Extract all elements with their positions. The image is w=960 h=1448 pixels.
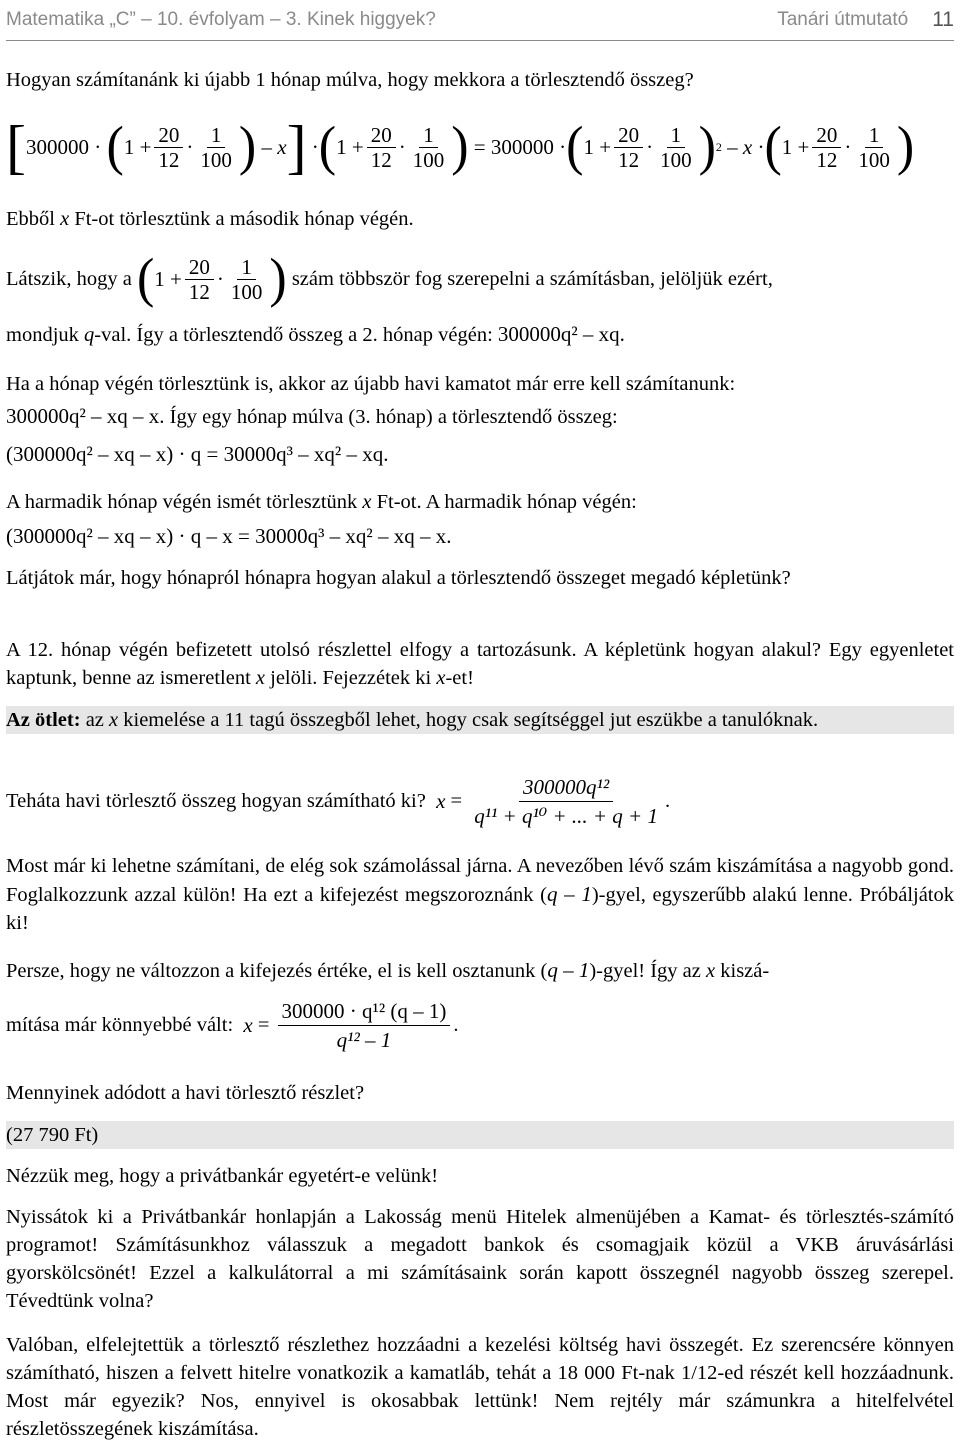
paragraph-check: Nézzük meg, hogy a privátbankár egyetért-e velünk! (6, 1165, 439, 1187)
paragraph-simplified-formula: mítása már könnyebbé vált: x = 300000 · q¹² (q – 1) q¹² – 1 . (6, 998, 459, 1052)
fraction: 1 100 (412, 122, 445, 172)
fraction: $\frac{20}{12}$ (185, 255, 214, 304)
paragraph-third-month: 300000q² – xq – x. Így egy hónap múlva (3. hónap) a törlesztendő összeg: (6, 404, 618, 428)
fraction: 1 100 (660, 122, 692, 172)
fraction: 20 12 (367, 123, 396, 172)
paragraph-interest: Ha a hónap végén törlesztünk is, akkor az újabb havi kamatot már erre kell számítanunk: (6, 373, 736, 395)
paragraph-first-payment: Ebből x Ft-ot törlesztünk a második hónap végén. (6, 208, 414, 230)
formula-third-month: (300000q² – xq – x) · q = 30000q³ – xq² – xq. (6, 442, 389, 466)
fraction: 20 12 (614, 123, 643, 172)
header-title: Matematika „C” – 10. évfolyam – 3. Kinek higgyek? (6, 9, 436, 30)
hint-box: Az ötlet: az x kiemelése a 11 tagú összegből lehet, hogy csak segítséggel jut eszükbe a tanulóknak. (6, 706, 954, 734)
paragraph-divide: Persze, hogy ne változzon a kifejezés értéke, el is kell osztanunk (q – 1)-gyel! Így az x kiszá- (6, 958, 770, 982)
paragraph-pattern: Látjátok már, hogy hónapról hónapra hogyan alakul a törlesztendő összeget megadó képletünk? (6, 567, 791, 589)
left-bracket: [ (6, 114, 26, 180)
fraction: 1 100 (858, 122, 890, 172)
fraction: 1 100 (230, 254, 263, 304)
equation-second-month: [ 300000 · ( 1 + 20 12 · 1 100 ) – x ] · ( 1 + 20 12 · 1 100 ) = 300000 · ( 1 + 20 12 · 1 100 ) 2 – x · ( 1 + 20 12 · 1 100 ) (6, 114, 915, 180)
coefficient: 300000 (25, 135, 89, 159)
paragraph-q-definition: mondjuk q-val. Így a törlesztendő összeg a 2. hónap végén: 300000q² – xq. (6, 322, 625, 346)
paragraph-instructions: Nyissátok ki a Privátbankár honlapján a Lakosság menü Hitelek almenüjében a Kamat- és törlesztés-számító programot! Számításunkhoz válasszuk a megadott bankok és csomagjaik közül a VKB áruvásárlási gyorskölcsönét! Ezzel a kalkulátorral a mi számításaink során kapott összegnél nagyobb összeg szerepel. Tévedtünk volna? (6, 1206, 954, 1312)
page-header (6, 0, 954, 41)
fraction: 300000q¹² q¹¹ + q¹⁰ + ... + q + 1 (474, 774, 658, 828)
header-guide-label: Tanári útmutató (777, 9, 909, 30)
fraction: 20 12 (812, 123, 841, 172)
paragraph-question-monthly: Mennyinek adódott a havi törlesztő részlet? (6, 1082, 365, 1104)
paragraph-final-month: A 12. hónap végén befizetett utolsó részlettel elfogy a tartozásunk. A képletünk hogyan alakul? Egy egyenletet kaptunk, benne az ismeretlent x jelöli. Fejezzétek ki x-et! (6, 639, 954, 689)
answer-box: (27 790 Ft) (6, 1121, 954, 1149)
fraction: 1 100 (200, 122, 232, 172)
paragraph-third-payment: A harmadik hónap végén ismét törlesztünk x Ft-ot. A harmadik hónap végén: (6, 491, 637, 513)
fraction: 300000 · q¹² (q – 1) q¹² – 1 (278, 997, 451, 1054)
paragraph-conclusion: Valóban, elfelejtettük a törlesztő részlethez hozzáadni a kezelési költség havi összegét. Ez szerencsére könnyen számítható, hiszen a felvett hitelre vonatkozik a kamatláb, tehát a 18 000 Ft-nak 1/12-ed részét kell hozzáadnunk. Most már egyezik? Nos, ennyivel is okosabbak lettünk! Nem rejtély már számunkra a hitelfelvétel részletösszegének kiszámítása. (6, 1334, 954, 1440)
paragraph-question: Hogyan számítanánk ki újabb 1 hónap múlva, hogy mekkora a törlesztendő összeg? (6, 69, 694, 91)
paragraph-denominator: Most már ki lehetne számítani, de elég sok számolással járna. A nevezőben lévő szám kiszámítása a nagyobb gond. Foglalkozzunk azzal külön! Ha ezt a kifejezést megszoroznánk (q – 1)-gyel, egyszerűbb alakú lenne. Próbáljátok ki! (6, 855, 955, 934)
formula-third-payment: (300000q² – xq – x) · q – x = 30000q³ – xq² – xq – x. (6, 524, 452, 548)
paragraph-factor: Látszik, hogy a ( 1 + $\frac{20}{12}$ · 1 100 ) szám többször fog szerepelni a számításban, jelöljük ezért, (6, 248, 773, 309)
page-number: 11 (932, 8, 954, 31)
formula: 300000q² – xq – x. (6, 404, 165, 428)
formula: 300000q² – xq. (497, 322, 625, 346)
fraction: 20 12 (154, 123, 183, 172)
paragraph-monthly-formula: Teháta havi törlesztő összeg hogyan számítható ki? x = 300000q¹² q¹¹ + q¹⁰ + ... + q + 1 . (6, 774, 671, 828)
